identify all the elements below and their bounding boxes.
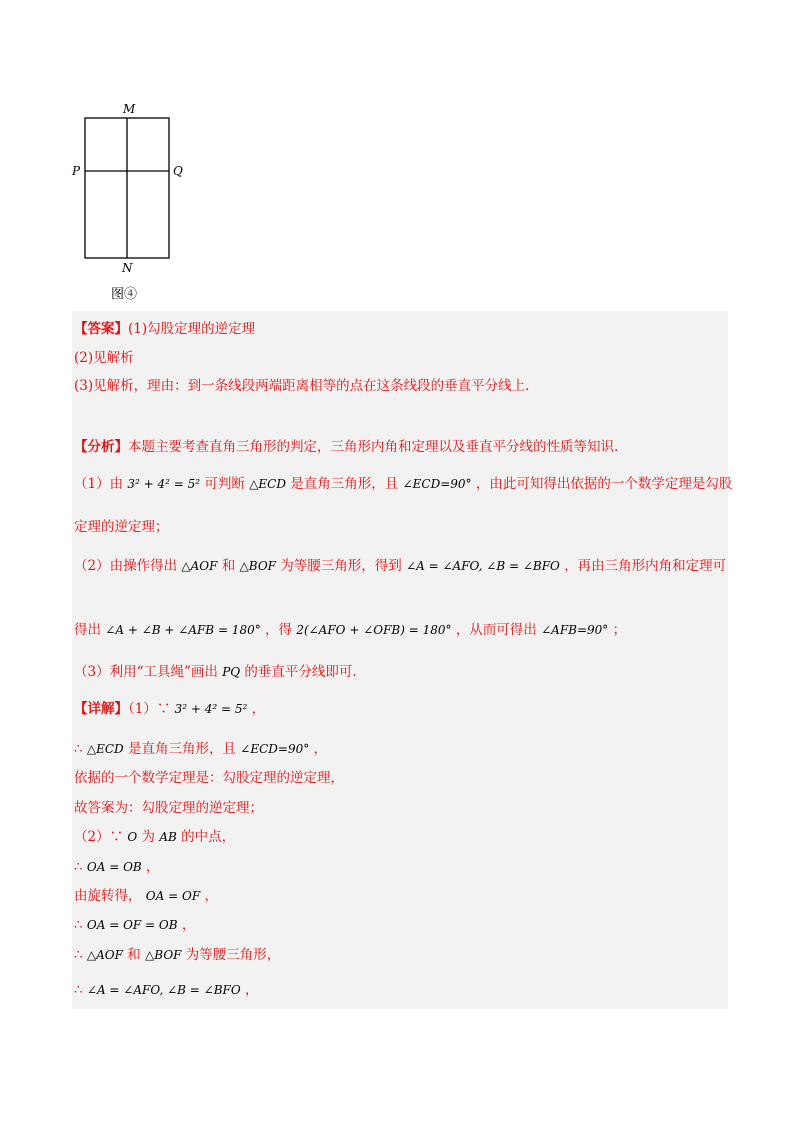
point-o: O xyxy=(127,830,138,844)
answer-text-1: (1)勾股定理的逆定理 xyxy=(128,321,256,337)
triangle-ecd: △ECD xyxy=(249,477,286,491)
answer-line-2: (2)见解析 xyxy=(74,350,134,366)
detail-line-3: 依据的一个数学定理是：勾股定理的逆定理， xyxy=(74,770,344,786)
detail-line-8: ∴ OA = OF = OB ， xyxy=(74,917,196,933)
answer-line-1 xyxy=(74,317,255,337)
detail-line-5: （2）∵ O 为 AB 的中点， xyxy=(74,829,236,845)
detail-line-10: ∴ ∠A = ∠AFO, ∠B = ∠BFO ， xyxy=(74,982,259,998)
detail-line-9: ∴ △AOF 和 △BOF 为等腰三角形， xyxy=(74,947,281,963)
analysis-line-2: （2）由操作得出 △AOF 和 △BOF 为等腰三角形，得到 ∠A = ∠AFO, ∠B = ∠BFO ，再由三角形内角和定理可 xyxy=(74,558,727,574)
angles-equal: ∠A = ∠AFO, ∠B = ∠BFO xyxy=(406,559,560,573)
analysis-line-2b: 得出 ∠A + ∠B + ∠AFB = 180° ，得 2(∠AFO + ∠OFB) = 180° ，从而可得出 ∠AFB=90° ； xyxy=(74,622,627,638)
answer-tag: 【答案】 xyxy=(74,321,128,337)
angle-afb: ∠AFB=90° xyxy=(541,623,609,637)
equation-pythagorean-2: 3² + 4² = 5² xyxy=(174,702,248,716)
double-angle: 2(∠AFO + ∠OFB) = 180° xyxy=(296,623,452,637)
angle-ecd: ∠ECD=90° xyxy=(402,477,472,491)
detail-line-6: ∴ OA = OB ， xyxy=(74,859,160,875)
detail-line-7: 由旋转得， OA = OF ， xyxy=(74,888,218,904)
analysis-intro: 【分析】本题主要考查直角三角形的判定，三角形内角和定理以及垂直平分线的性质等知识. xyxy=(74,439,619,455)
figure-4 xyxy=(70,100,200,300)
detail-tag: 【详解】 xyxy=(74,701,128,717)
triangle-bof: △BOF xyxy=(239,559,276,573)
figure-caption: 图④ xyxy=(111,287,138,302)
detail-line-2: ∴ △ECD 是直角三角形，且 ∠ECD=90° ， xyxy=(74,741,328,757)
detail-line-1: 【详解】（1）∵ 3² + 4² = 5² ， xyxy=(74,701,266,717)
triangle-aof: △AOF xyxy=(181,559,218,573)
label-m: M xyxy=(123,102,136,116)
segment-pq: PQ xyxy=(222,665,241,679)
angle-sum: ∠A + ∠B + ∠AFB = 180° xyxy=(105,623,261,637)
analysis-line-1b: 定理的逆定理； xyxy=(74,519,169,535)
segment-ab: AB xyxy=(159,830,177,844)
detail-line-4: 故答案为：勾股定理的逆定理； xyxy=(74,800,263,816)
analysis-line-1: （1）由 3² + 4² = 5² 可判断 △ECD 是直角三角形，且 ∠ECD=90° ，由此可知得出依据的一个数学定理是勾股 xyxy=(74,476,733,492)
analysis-tag: 【分析】 xyxy=(74,439,128,455)
label-n: N xyxy=(122,261,133,275)
label-q: Q xyxy=(173,164,183,178)
answer-line-3: (3)见解析，理由：到一条线段两端距离相等的点在这条线段的垂直平分线上. xyxy=(74,378,530,394)
equation-pythagorean: 3² + 4² = 5² xyxy=(127,477,201,491)
analysis-line-3: （3）利用“工具绳”画出 PQ 的垂直平分线即可. xyxy=(74,664,357,680)
label-p: P xyxy=(72,164,81,178)
rectangle-diagram xyxy=(70,100,200,300)
